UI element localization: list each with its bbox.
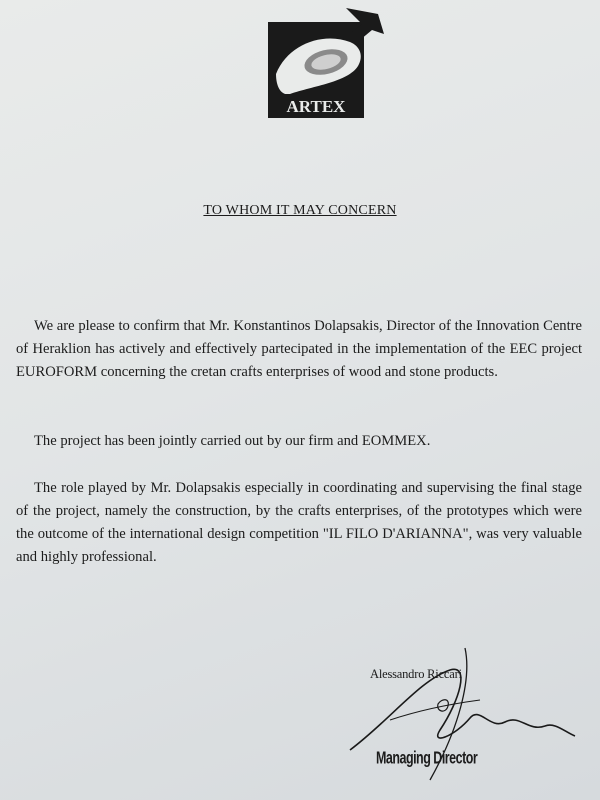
letter-heading: TO WHOM IT MAY CONCERN	[203, 203, 397, 218]
paragraph-2: The project has been jointly carried out by our firm and EOMMEX.	[34, 433, 431, 449]
signer-name: Alessandro Riccari	[370, 667, 462, 681]
paragraph-3: The role played by Mr. Dolapsakis especially in coordinating and supervising the final stage of the project, namely the construction, by the crafts enterprises, of the prototypes which were the outcome of the international design competition "IL FILO D'ARIANNA", was very valuable and highly professional.	[16, 480, 582, 565]
signer-title: Managing Director	[376, 748, 478, 768]
paragraph-1: We are please to confirm that Mr. Konstantinos Dolapsakis, Director of the Innovation Centre of Heraklion has actively and effectively partecipated in the implementation of the EEC project EUROFORM concerning the cretan crafts enterprises of wood and stone products.	[16, 318, 582, 380]
logo-text: ARTEX	[286, 97, 346, 116]
artex-logo-icon	[268, 4, 386, 122]
